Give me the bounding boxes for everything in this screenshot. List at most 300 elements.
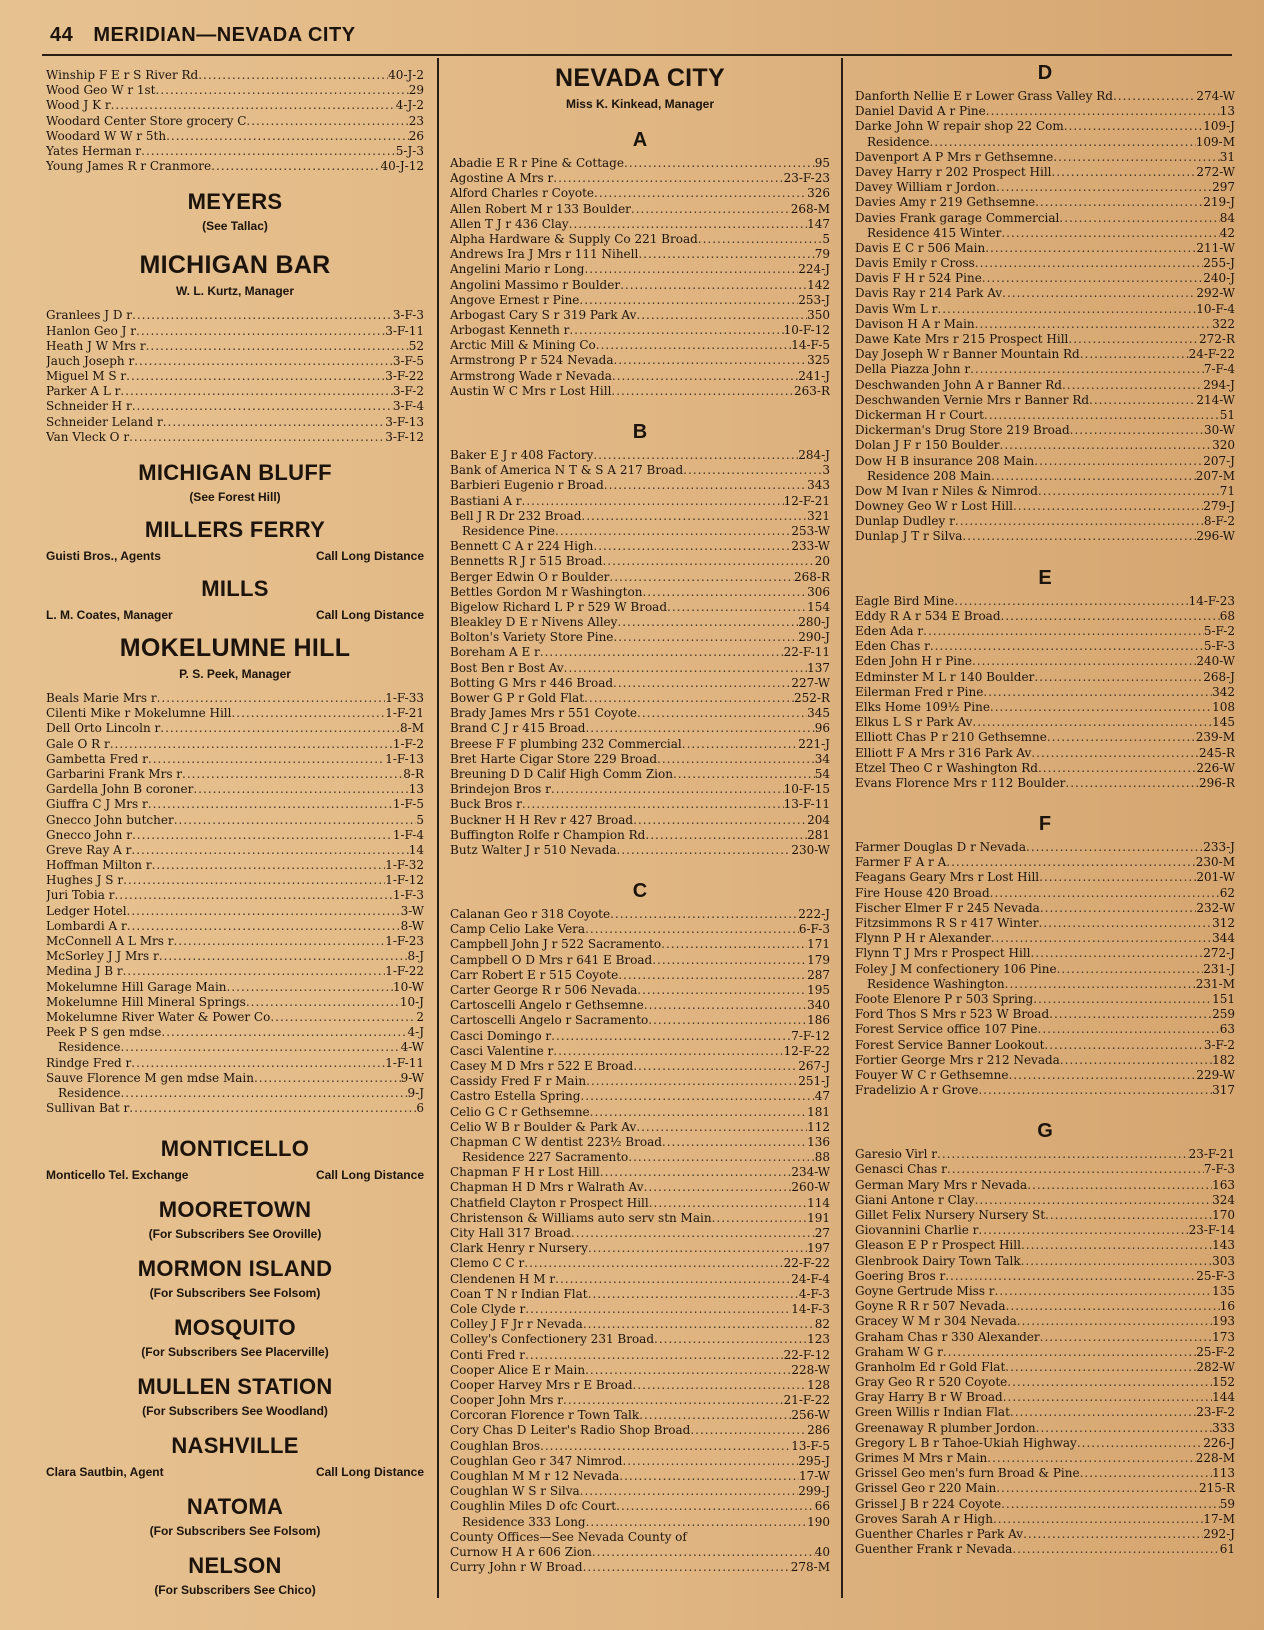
directory-entry <box>855 1436 1235 1451</box>
directory-entry <box>46 888 424 903</box>
entry-name: Grissel J B r 224 Coyote <box>855 1496 1002 1511</box>
leader-dots <box>134 354 393 369</box>
directory-entry <box>450 1089 830 1104</box>
directory-entry <box>855 362 1235 377</box>
entry-name: Angolini Massimo r Boulder <box>450 277 621 292</box>
entry-name: Breuning D D Calif High Comm Zion <box>450 766 673 781</box>
entry-number: 24-F-22 <box>1188 347 1235 362</box>
leader-dots <box>1021 1238 1212 1253</box>
directory-entry <box>450 1454 830 1469</box>
entry-number: 297 <box>1212 180 1235 195</box>
town-heading: MOSQUITO <box>174 1315 296 1341</box>
leader-dots <box>148 797 393 812</box>
leader-dots <box>1047 730 1196 745</box>
entry-name: Guenther Frank r Nevada <box>855 1542 1013 1557</box>
entry-name: City Hall 317 Broad <box>450 1226 571 1240</box>
entry-list <box>46 308 424 445</box>
leader-dots <box>945 1269 1196 1284</box>
entry-name: Coughlan M M r 12 Nevada <box>450 1469 620 1483</box>
leader-dots <box>590 1105 807 1120</box>
entry-name: Chapman H D Mrs r Walrath Av <box>450 1180 644 1195</box>
entry-name: Bank of America N T & S A 217 Broad <box>450 463 684 478</box>
directory-entry <box>450 922 830 937</box>
directory-entry <box>855 886 1235 901</box>
entry-name: Coughlan Bros <box>450 1438 541 1453</box>
town-call-note: Call Long Distance <box>315 608 424 622</box>
directory-entry <box>46 767 424 782</box>
town-agent: Monticello Tel. Exchange <box>46 1168 189 1183</box>
leader-dots <box>649 1196 807 1211</box>
directory-entry <box>450 353 830 368</box>
leader-dots <box>1052 165 1197 180</box>
entry-list <box>450 907 830 1575</box>
leader-dots <box>198 68 388 83</box>
directory-entry <box>450 615 830 630</box>
page-title: MERIDIAN—NEVADA CITY <box>93 24 356 46</box>
directory-entry <box>450 1272 830 1287</box>
directory-entry <box>450 323 830 338</box>
leader-dots <box>975 1193 1213 1208</box>
entry-number: 345 <box>807 706 830 721</box>
entry-name: Buck Bros r <box>450 797 522 812</box>
leader-dots <box>612 369 798 384</box>
entry-number: 14-F-3 <box>791 1301 830 1316</box>
leader-dots <box>524 1256 783 1271</box>
entry-name: Gnecco John butcher <box>46 812 174 827</box>
entry-name: Wood Geo W r 1st <box>46 83 156 98</box>
leader-dots <box>136 324 385 339</box>
directory-entry <box>855 1269 1235 1284</box>
entry-name: Clark Henry r Nursery <box>450 1241 588 1256</box>
directory-entry <box>855 195 1235 210</box>
leader-dots <box>618 968 807 983</box>
directory-entry <box>46 324 424 339</box>
leader-dots <box>132 308 393 323</box>
directory-entry <box>450 797 830 812</box>
entry-name: Groves Sarah A r High <box>855 1511 993 1526</box>
entry-name: Arctic Mill & Mining Co <box>450 338 596 353</box>
entry-name: Davies Amy r 219 Gethsemne <box>855 195 1036 210</box>
directory-sections <box>855 58 1235 1557</box>
entry-number: 268-R <box>794 569 830 584</box>
entry-number: 108 <box>1212 699 1235 714</box>
directory-entry <box>855 901 1235 916</box>
entry-number: 267-J <box>798 1058 830 1073</box>
leader-dots <box>585 922 799 937</box>
town-heading: NEVADA CITY <box>555 64 725 92</box>
entry-name: Woodard Center Store grocery C <box>46 113 247 128</box>
entry-name: Greenaway R plumber Jordon <box>855 1420 1036 1435</box>
entry-name: Greve Ray A r <box>46 842 132 857</box>
leader-dots <box>563 1393 784 1408</box>
leader-dots <box>159 949 408 964</box>
leader-dots <box>254 1071 401 1086</box>
leader-dots <box>1023 1527 1203 1542</box>
leader-dots <box>1045 1208 1212 1223</box>
directory-entry <box>46 1071 424 1086</box>
entry-name: Carr Robert E r 515 Coyote <box>450 967 619 982</box>
directory-entry <box>855 89 1235 104</box>
entry-number: 14-F-23 <box>1188 593 1235 608</box>
leader-dots <box>986 104 1220 119</box>
entry-name: Dow M Ivan r Niles & Nimrod <box>855 483 1038 498</box>
leader-dots <box>987 1451 1195 1466</box>
directory-entry <box>450 907 830 922</box>
directory-entry <box>46 919 424 934</box>
entry-number: 123 <box>807 1332 830 1347</box>
leader-dots <box>1113 89 1196 104</box>
entry-number: 3-F-4 <box>392 399 424 414</box>
town-heading: MOORETOWN <box>158 1197 312 1223</box>
entry-name: Davis Ray r 214 Park Av <box>855 286 1003 301</box>
leader-dots <box>1031 946 1204 961</box>
leader-dots <box>1039 870 1196 885</box>
directory-entry <box>855 332 1235 347</box>
directory-entry <box>450 262 830 277</box>
leader-dots <box>231 706 385 721</box>
entry-name: Dickerman H r Court <box>855 407 984 422</box>
leader-dots <box>610 907 798 922</box>
leader-dots <box>141 144 396 159</box>
entry-name: Heath J W Mrs r <box>46 338 146 353</box>
directory-entry <box>855 1147 1235 1162</box>
directory-entry <box>46 721 424 736</box>
leader-dots <box>1044 1038 1203 1053</box>
directory-entry <box>855 1284 1235 1299</box>
town-heading: MICHIGAN BLUFF <box>138 460 332 485</box>
leader-dots <box>1000 438 1213 453</box>
directory-entry <box>855 685 1235 700</box>
directory-entry <box>855 624 1235 639</box>
entry-number: 96 <box>814 721 830 736</box>
entry-number: 6-F-3 <box>798 922 830 937</box>
entry-name: Woodard W W r 5th <box>46 128 167 143</box>
entry-name: Residence <box>58 1040 121 1055</box>
directory-entry <box>450 1211 830 1226</box>
entry-number: 207-M <box>1195 468 1235 483</box>
entry-name: Elliott Chas P r 210 Gethsemne <box>855 730 1047 745</box>
entry-name: Lombardi A r <box>46 918 127 933</box>
leader-dots <box>648 1013 807 1028</box>
entry-name: Goyne R R r 507 Nevada <box>855 1299 1006 1314</box>
directory-entry <box>855 1330 1235 1345</box>
leader-dots <box>1065 776 1199 791</box>
entry-name: Coughlin Miles D ofc Court <box>450 1499 617 1514</box>
entry-name: Eden Chas r <box>855 639 930 654</box>
directory-entry <box>46 737 424 752</box>
entry-number: 281 <box>807 827 830 842</box>
leader-dots <box>588 1241 807 1256</box>
entry-name: Bower G P r Gold Flat <box>450 691 585 705</box>
leader-dots <box>1064 119 1204 134</box>
column-divider <box>841 58 843 1598</box>
entry-name: Bret Harte Cigar Store 229 Broad <box>450 751 658 766</box>
directory-entry <box>855 855 1235 870</box>
entry-name: Mokelumne River Water & Power Co <box>46 1009 271 1024</box>
directory-entry <box>855 378 1235 393</box>
directory-entry <box>855 393 1235 408</box>
directory-entry <box>450 1044 830 1059</box>
entry-name: Goyne Gertrude Miss r <box>855 1283 995 1298</box>
entry-name: Granholm Ed r Gold Flat <box>855 1359 1006 1374</box>
entry-number: 142 <box>807 277 830 292</box>
entry-number: 279-J <box>1203 499 1235 514</box>
leader-dots <box>636 308 807 323</box>
entry-number: 286 <box>807 1423 830 1438</box>
entry-name: Christenson & Williams auto serv stn Main <box>450 1210 712 1225</box>
leader-dots <box>990 886 1220 901</box>
town-note: (For Subscribers See Woodland) <box>142 1404 328 1419</box>
section-letter: G <box>1037 1120 1053 1143</box>
directory-entry <box>46 752 424 767</box>
entry-number: 171 <box>807 937 830 952</box>
entry-name: Camp Celio Lake Vera <box>450 922 586 937</box>
directory-entry <box>450 1484 830 1499</box>
directory-entry <box>855 931 1235 946</box>
directory-entry <box>450 1545 830 1560</box>
column-2 <box>450 58 830 1575</box>
leader-dots <box>1001 609 1220 624</box>
directory-entry <box>450 1560 830 1575</box>
directory-entry <box>46 369 424 384</box>
section-letter: B <box>632 421 648 443</box>
section-letter: D <box>1037 62 1053 84</box>
entry-name: Hoffman Milton r <box>46 858 152 873</box>
entry-name: Deschwanden Vernie Mrs r Banner Rd <box>855 392 1090 407</box>
leader-dots <box>1060 1053 1212 1068</box>
leader-dots <box>602 554 814 569</box>
entry-number: 10-F-4 <box>1196 301 1235 316</box>
entry-number: 227-W <box>791 675 830 690</box>
directory-entry <box>450 463 830 478</box>
entry-name: Daniel David A r Pine <box>855 104 986 119</box>
directory-entry <box>450 1317 830 1332</box>
leader-dots <box>120 1086 407 1101</box>
entry-number: 62 <box>1219 885 1235 900</box>
directory-entry <box>450 171 830 186</box>
leader-dots <box>551 1029 791 1044</box>
entry-number: 3-F-11 <box>385 323 424 338</box>
directory-entry <box>855 469 1235 484</box>
entry-name: Bennett C A r 224 High <box>450 539 594 554</box>
entry-name: Barbieri Eugenio r Broad <box>450 478 604 493</box>
leader-dots <box>622 1454 798 1469</box>
directory-entry <box>46 144 424 159</box>
town-heading: NATOMA <box>186 1494 284 1520</box>
directory-entry <box>450 585 830 600</box>
leader-dots <box>943 1345 1196 1360</box>
entry-list <box>46 68 424 174</box>
directory-entry <box>855 1254 1235 1269</box>
leader-dots <box>553 171 783 186</box>
entry-number: 284-J <box>798 448 830 462</box>
entry-number: 282-W <box>1196 1359 1235 1374</box>
leader-dots <box>1034 454 1203 469</box>
entry-number: 241-J <box>798 368 830 383</box>
entry-number: 173 <box>1212 1329 1235 1344</box>
directory-entry <box>450 1408 830 1423</box>
entry-name: Gracey W M r 304 Nevada <box>855 1314 1017 1329</box>
entry-number: 8-J <box>407 949 424 964</box>
town-heading: MOKELUMNE HILL <box>119 634 351 662</box>
directory-entry <box>855 499 1235 514</box>
entry-number: 4-J <box>407 1025 424 1040</box>
entry-number: 1-F-12 <box>385 873 424 888</box>
town-agent: Clara Sautbin, Agent <box>46 1465 164 1480</box>
entry-name: Angelini Mario r Long <box>450 262 585 277</box>
directory-entry <box>855 1421 1235 1436</box>
directory-entry <box>450 998 830 1013</box>
entry-name: Residence 415 Winter <box>867 225 1002 240</box>
leader-dots <box>123 964 386 979</box>
leader-dots <box>1013 499 1203 514</box>
entry-number: 3-F-12 <box>385 429 424 444</box>
leader-dots <box>955 514 1204 529</box>
directory-entry <box>450 156 830 171</box>
entry-number: 8-F-2 <box>1203 514 1235 529</box>
leader-dots <box>1070 423 1204 438</box>
town-note: (For Subscribers See Oroville) <box>148 1227 322 1242</box>
entry-number: 8-M <box>400 721 424 736</box>
leader-dots <box>1007 1375 1212 1390</box>
leader-dots <box>642 585 807 600</box>
directory-entry <box>450 661 830 676</box>
entry-name: Forest Service Banner Lookout <box>855 1037 1045 1052</box>
leader-dots <box>609 570 794 585</box>
entry-name: Davey William r Jordon <box>855 180 997 195</box>
entry-name: Farmer Douglas D r Nevada <box>855 840 1027 855</box>
entry-number: 17-M <box>1203 1511 1235 1526</box>
entry-number: 239-M <box>1195 730 1235 745</box>
entry-number: 221-J <box>798 736 830 751</box>
directory-entry <box>855 639 1235 654</box>
entry-number: 8-W <box>400 918 424 933</box>
entry-name: Arbogast Kenneth r <box>450 323 570 338</box>
directory-entry <box>855 1497 1235 1512</box>
leader-dots <box>586 1074 798 1089</box>
directory-entry <box>855 715 1235 730</box>
directory-entry <box>450 217 830 232</box>
leader-dots <box>1005 977 1196 992</box>
leader-dots <box>613 676 791 691</box>
leader-dots <box>123 873 385 888</box>
entry-number: 245-R <box>1199 745 1235 760</box>
entry-number: 295-J <box>798 1453 830 1468</box>
directory-entry <box>450 1515 830 1530</box>
entry-number: 7-F-4 <box>1203 362 1235 377</box>
leader-dots <box>991 931 1212 946</box>
entry-name: Celio W B r Boulder & Park Av <box>450 1119 637 1134</box>
leader-dots <box>613 630 798 645</box>
entry-number: 4-F-3 <box>798 1286 830 1301</box>
leader-dots <box>638 247 814 262</box>
entry-name: Gray Geo R r 520 Coyote <box>855 1375 1008 1390</box>
entry-name: McSorley J J Mrs r <box>46 949 159 964</box>
leader-dots <box>246 114 408 129</box>
entry-name: Angove Ernest r Pine <box>450 292 580 307</box>
entry-number: 350 <box>807 307 830 322</box>
entry-number: 240-W <box>1196 654 1235 669</box>
entry-name: Grissel Geo men's furn Broad & Pine <box>855 1466 1080 1481</box>
directory-entry <box>450 1135 830 1150</box>
town-note: (See Forest Hill) <box>189 490 281 504</box>
entry-number: 292-W <box>1196 286 1235 301</box>
entry-name: Sullivan Bat r <box>46 1101 130 1116</box>
directory-entry <box>450 782 830 797</box>
directory-entry <box>855 916 1235 931</box>
entry-name: Coan T N r Indian Flat <box>450 1286 588 1301</box>
directory-entry <box>450 937 830 952</box>
entry-number: 10-J <box>399 994 424 1009</box>
directory-entry <box>855 609 1235 624</box>
entry-name: Residence <box>867 134 930 149</box>
directory-entry <box>855 594 1235 609</box>
entry-name: Bigelow Richard L P r 529 W Broad <box>450 599 668 614</box>
directory-entry <box>855 180 1235 195</box>
entry-number: 14 <box>408 842 424 857</box>
entry-number: 1-F-13 <box>385 751 424 766</box>
entry-number: 47 <box>814 1089 830 1104</box>
leader-dots <box>972 654 1196 669</box>
entry-name: Gillet Felix Nursery Nursery St <box>855 1208 1046 1222</box>
entry-number: 22-F-12 <box>783 1347 830 1362</box>
entry-number: 181 <box>807 1104 830 1119</box>
entry-name: Day Joseph W r Banner Mountain Rd <box>855 347 1080 362</box>
leader-dots <box>227 980 393 995</box>
entry-name: Alford Charles r Coyote <box>450 186 594 201</box>
entry-number: 333 <box>1212 1420 1235 1435</box>
directory-entry <box>855 670 1235 685</box>
entry-number: 29 <box>408 83 424 98</box>
entry-number: 179 <box>807 952 830 967</box>
leader-dots <box>616 1499 815 1514</box>
entry-name: Glenbrook Dairy Town Talk <box>855 1253 1021 1268</box>
entry-name: Allen T J r 436 Clay <box>450 216 569 231</box>
entry-name: Residence 208 Main <box>867 468 992 483</box>
entry-name: Brady James Mrs r 551 Coyote <box>450 706 638 721</box>
entry-number: 325 <box>807 353 830 368</box>
directory-entry <box>450 600 830 615</box>
entry-number: 3-F-2 <box>1203 1037 1235 1052</box>
directory-entry <box>450 676 830 691</box>
entry-number: 143 <box>1212 1238 1235 1253</box>
entry-name: Corcoran Florence r Town Talk <box>450 1408 640 1423</box>
entry-number: 88 <box>814 1150 830 1165</box>
directory-entry <box>46 159 424 174</box>
directory-entry <box>855 165 1235 180</box>
directory-entry <box>450 1013 830 1028</box>
directory-entry <box>855 992 1235 1007</box>
entry-name: Gregory L B r Tahoe-Ukiah Highway <box>855 1435 1077 1450</box>
directory-entry <box>855 1223 1235 1238</box>
directory-entry <box>855 1238 1235 1253</box>
entry-name: Cartoscelli Angelo r Gethsemne <box>450 998 644 1013</box>
leader-dots <box>525 1348 784 1363</box>
directory-entry <box>46 1010 424 1025</box>
leader-dots <box>617 615 798 630</box>
leader-dots <box>978 1083 1212 1098</box>
entry-number: 42 <box>1219 225 1235 240</box>
leader-dots <box>937 1147 1189 1162</box>
entry-name: Giuffra C J Mrs r <box>46 797 148 812</box>
section-letter: F <box>1038 813 1052 836</box>
leader-dots <box>617 843 792 858</box>
leader-dots <box>620 278 807 293</box>
entry-name: Della Piazza John r <box>855 362 971 377</box>
directory-entry <box>855 211 1235 226</box>
entry-number: 195 <box>807 983 830 997</box>
leader-dots <box>579 293 798 308</box>
